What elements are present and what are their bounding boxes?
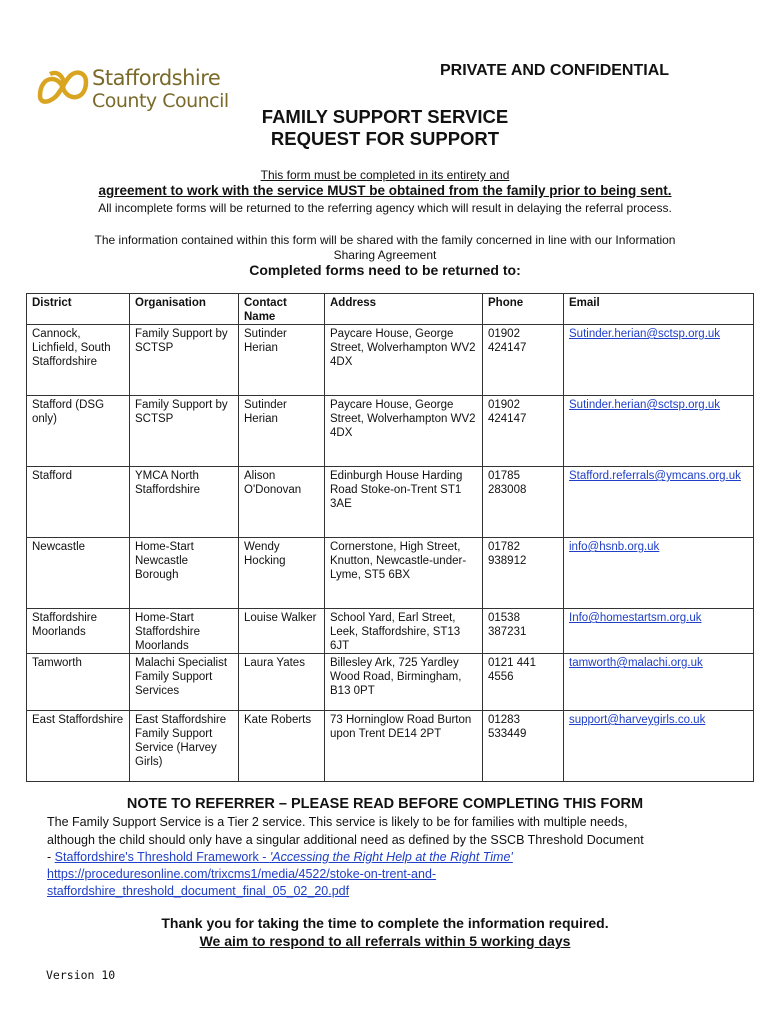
- district-cell: Cannock, Lichfield, South Staffordshire: [27, 325, 130, 396]
- threshold-url-link-part1[interactable]: https://proceduresonline.com/trixcms1/media/4522/stoke-on-trent-and-: [47, 867, 437, 881]
- intro-line1: This form must be completed in its entirety and: [260, 168, 510, 182]
- header-phone: Phone: [483, 294, 564, 325]
- version-label: Version 10: [46, 968, 116, 982]
- contact-cell: Sutinder Herian: [239, 325, 325, 396]
- table-row: [27, 396, 754, 467]
- address-cell: Edinburgh House Harding Road Stoke-on-Trent ST1 3AE: [325, 467, 483, 538]
- organisation-cell: Malachi Specialist Family Support Services: [130, 654, 239, 711]
- staffordshire-knot-icon: [36, 68, 90, 108]
- table-row: [27, 711, 754, 782]
- email-link[interactable]: tamworth@malachi.org.uk: [569, 657, 703, 669]
- email-cell: [564, 538, 754, 609]
- phone-cell: 01902 424147: [483, 396, 564, 467]
- district-cell: East Staffordshire: [27, 711, 130, 782]
- email-cell: [564, 396, 754, 467]
- header-address: Address: [325, 294, 483, 325]
- email-cell: [564, 609, 754, 654]
- address-cell: Billesley Ark, 725 Yardley Wood Road, Birmingham, B13 0PT: [325, 654, 483, 711]
- district-cell: Newcastle: [27, 538, 130, 609]
- page-title-line1: FAMILY SUPPORT SERVICE: [261, 106, 509, 127]
- email-link[interactable]: support@harveygirls.co.uk: [569, 714, 706, 726]
- table-row: [27, 538, 754, 609]
- district-cell: Staffordshire Moorlands: [27, 609, 130, 654]
- contact-cell: Laura Yates: [239, 654, 325, 711]
- organisation-cell: Home-Start Staffordshire Moorlands: [130, 609, 239, 654]
- organisation-cell: Family Support by SCTSP: [130, 325, 239, 396]
- phone-cell: 01283 533449: [483, 711, 564, 782]
- info-line2: Sharing Agreement: [333, 248, 437, 262]
- email-cell: [564, 654, 754, 711]
- email-link[interactable]: Sutinder.herian@sctsp.org.uk: [569, 328, 721, 340]
- table-header-row: [27, 294, 754, 325]
- header-organisation: Organisation: [130, 294, 239, 325]
- district-cell: Tamworth: [27, 654, 130, 711]
- email-link[interactable]: Info@homestartsm.org.uk: [569, 612, 702, 624]
- contact-cell: Alison O'Donovan: [239, 467, 325, 538]
- threshold-url-line1: [47, 867, 436, 881]
- note-line1: The Family Support Service is a Tier 2 service. This service is likely to be for families with multiple needs,: [47, 815, 628, 829]
- logo-text-line1: Staffordshire: [92, 66, 221, 90]
- address-cell: School Yard, Earl Street, Leek, Staffordshire, ST13 6JT: [325, 609, 483, 654]
- note-line2: although the child should only have a singular additional need as defined by the SSCB Threshold Document: [47, 833, 644, 847]
- page-title-line2: REQUEST FOR SUPPORT: [270, 128, 500, 149]
- thanks-text: Thank you for taking the time to complete the information required.: [161, 915, 609, 931]
- contact-cell: Kate Roberts: [239, 711, 325, 782]
- address-cell: Cornerstone, High Street, Knutton, Newcastle-under-Lyme, ST5 6BX: [325, 538, 483, 609]
- header-contact-name: Contact Name: [239, 294, 325, 325]
- address-cell: 73 Horninglow Road Burton upon Trent DE14 2PT: [325, 711, 483, 782]
- contacts-table: [26, 293, 754, 782]
- header-district: District: [27, 294, 130, 325]
- threshold-framework-link[interactable]: Staffordshire's Threshold Framework -: [54, 850, 270, 864]
- district-cell: Stafford (DSG only): [27, 396, 130, 467]
- header-email: Email: [564, 294, 754, 325]
- phone-cell: 01902 424147: [483, 325, 564, 396]
- email-cell: [564, 711, 754, 782]
- email-link[interactable]: info@hsnb.org.uk: [569, 541, 660, 553]
- email-link[interactable]: Sutinder.herian@sctsp.org.uk: [569, 399, 721, 411]
- threshold-url-link-part2[interactable]: staffordshire_threshold_document_final_05_02_20.pdf: [47, 884, 350, 898]
- email-link[interactable]: Stafford.referrals@ymcans.org.uk: [569, 470, 741, 482]
- threshold-url-line2: [47, 884, 349, 898]
- phone-cell: 01785 283008: [483, 467, 564, 538]
- email-cell: [564, 325, 754, 396]
- organisation-cell: YMCA North Staffordshire: [130, 467, 239, 538]
- note-heading: NOTE TO REFERRER – PLEASE READ BEFORE COMPLETING THIS FORM: [126, 796, 644, 812]
- contact-cell: Sutinder Herian: [239, 396, 325, 467]
- table-row: [27, 654, 754, 711]
- organisation-cell: Family Support by SCTSP: [130, 396, 239, 467]
- organisation-cell: Home-Start Newcastle Borough: [130, 538, 239, 609]
- returned-heading: Completed forms need to be returned to:: [249, 262, 521, 278]
- address-cell: Paycare House, George Street, Wolverhampton WV2 4DX: [325, 396, 483, 467]
- contact-cell: Louise Walker: [239, 609, 325, 654]
- table-row: [27, 609, 754, 654]
- logo-text-line2: County Council: [92, 90, 229, 112]
- email-cell: [564, 467, 754, 538]
- table-row: [27, 467, 754, 538]
- table-row: [27, 325, 754, 396]
- note-line3: [47, 850, 513, 864]
- phone-cell: 01782 938912: [483, 538, 564, 609]
- intro-line3: All incomplete forms will be returned to the referring agency which will result in delaying the referral process.: [98, 201, 672, 215]
- confidential-label: PRIVATE AND CONFIDENTIAL: [440, 62, 670, 79]
- info-line1: The information contained within this form will be shared with the family concerned in line with our Information: [94, 233, 676, 247]
- respond-text: We aim to respond to all referrals within 5 working days: [199, 933, 571, 949]
- phone-cell: 01538 387231: [483, 609, 564, 654]
- district-cell: Stafford: [27, 467, 130, 538]
- intro-line2: agreement to work with the service MUST be obtained from the family prior to being sent.: [98, 183, 672, 198]
- organisation-cell: East Staffordshire Family Support Service (Harvey Girls): [130, 711, 239, 782]
- note-line3-prefix: -: [47, 850, 55, 864]
- phone-cell: 0121 441 4556: [483, 654, 564, 711]
- contact-cell: Wendy Hocking: [239, 538, 325, 609]
- threshold-framework-link-title[interactable]: 'Accessing the Right Help at the Right Time': [269, 850, 513, 864]
- address-cell: Paycare House, George Street, Wolverhampton WV2 4DX: [325, 325, 483, 396]
